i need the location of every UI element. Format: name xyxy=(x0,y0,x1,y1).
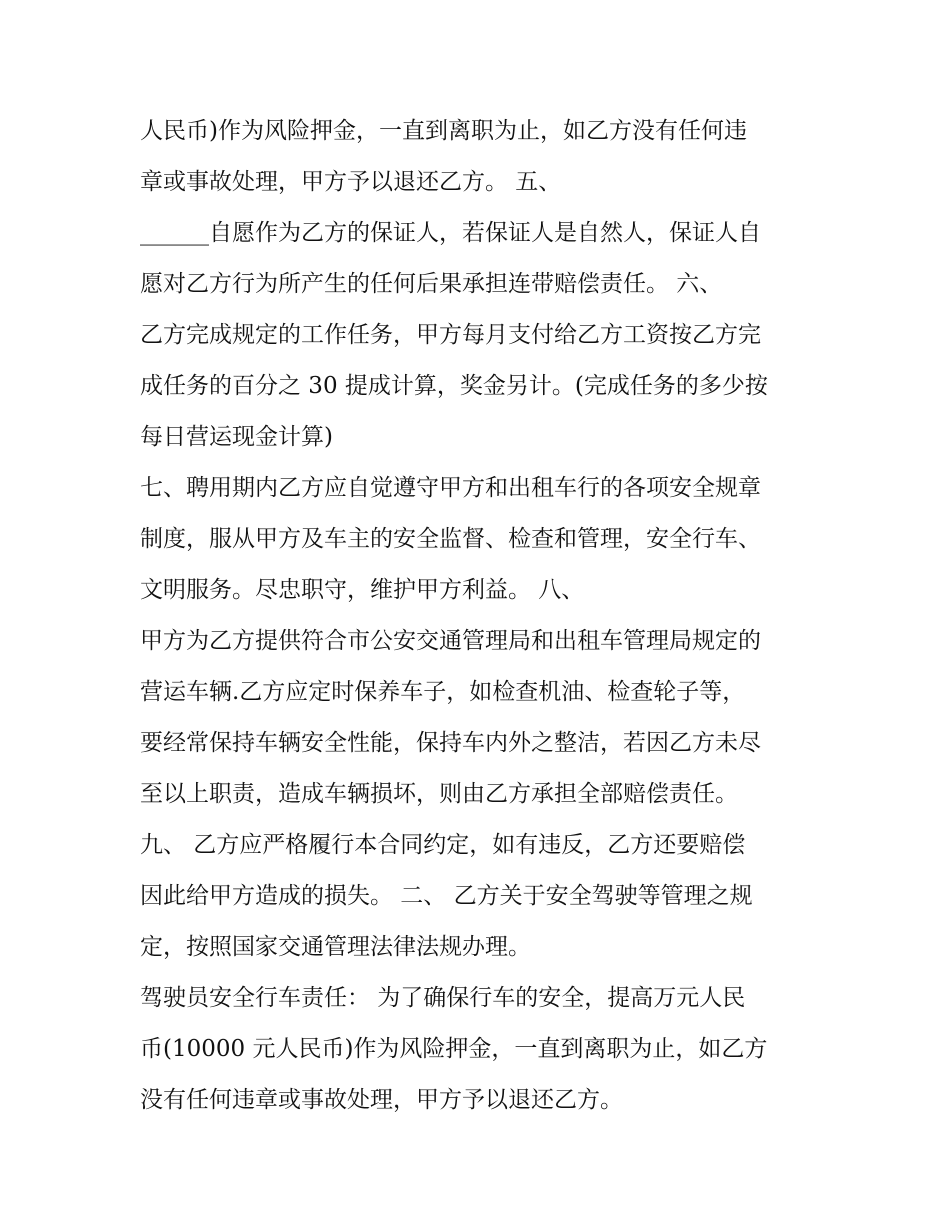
text-line-11: 甲方为乙方提供符合市公安交通管理局和出租车管理局规定的 xyxy=(140,628,761,654)
text-line-19: 币(10000 元人民币)作为风险押金，一直到离职为止，如乙方 xyxy=(140,1036,768,1062)
text-line-6: 成任务的百分之 30 提成计算，奖金另计。(完成任务的多少按 xyxy=(140,373,768,399)
text-line-9: 制度，服从甲方及车主的安全监督、检查和管理，安全行车、 xyxy=(140,526,761,552)
text-line-12: 营运车辆.乙方应定时保养车子，如检查机油、检查轮子等， xyxy=(140,679,746,705)
text-line-18: 驾驶员安全行车责任： 为了确保行车的安全，提高万元人民 xyxy=(140,985,746,1011)
text-line-2: 章或事故处理，甲方予以退还乙方。 五、 xyxy=(140,169,562,195)
text-line-13: 要经常保持车辆安全性能，保持车内外之整洁，若因乙方未尽 xyxy=(140,730,761,756)
text-line-3: ______自愿作为乙方的保证人，若保证人是自然人，保证人自 xyxy=(140,220,761,246)
text-line-15: 九、 乙方应严格履行本合同约定，如有违反，乙方还要赔偿 xyxy=(140,832,746,858)
text-line-8: 七、聘用期内乙方应自觉遵守甲方和出租车行的各项安全规章 xyxy=(140,475,761,501)
text-line-5: 乙方完成规定的工作任务，甲方每月支付给乙方工资按乙方完 xyxy=(140,322,761,348)
text-line-4: 愿对乙方行为所产生的任何后果承担连带赔偿责任。 六、 xyxy=(140,271,723,297)
text-line-10: 文明服务。尽忠职守，维护甲方利益。 八、 xyxy=(140,577,585,603)
text-line-7: 每日营运现金计算) xyxy=(140,424,333,450)
text-line-17: 定，按照国家交通管理法律法规办理。 xyxy=(140,934,531,960)
text-line-16: 因此给甲方造成的损失。 二、 乙方关于安全驾驶等管理之规 xyxy=(140,883,753,909)
text-line-20: 没有任何违章或事故处理，甲方予以退还乙方。 xyxy=(140,1087,623,1113)
text-line-1: 人民币)作为风险押金，一直到离职为止，如乙方没有任何违 xyxy=(140,118,747,144)
document-body xyxy=(140,106,820,1126)
text-line-14: 至以上职责，造成车辆损坏，则由乙方承担全部赔偿责任。 xyxy=(140,781,738,807)
